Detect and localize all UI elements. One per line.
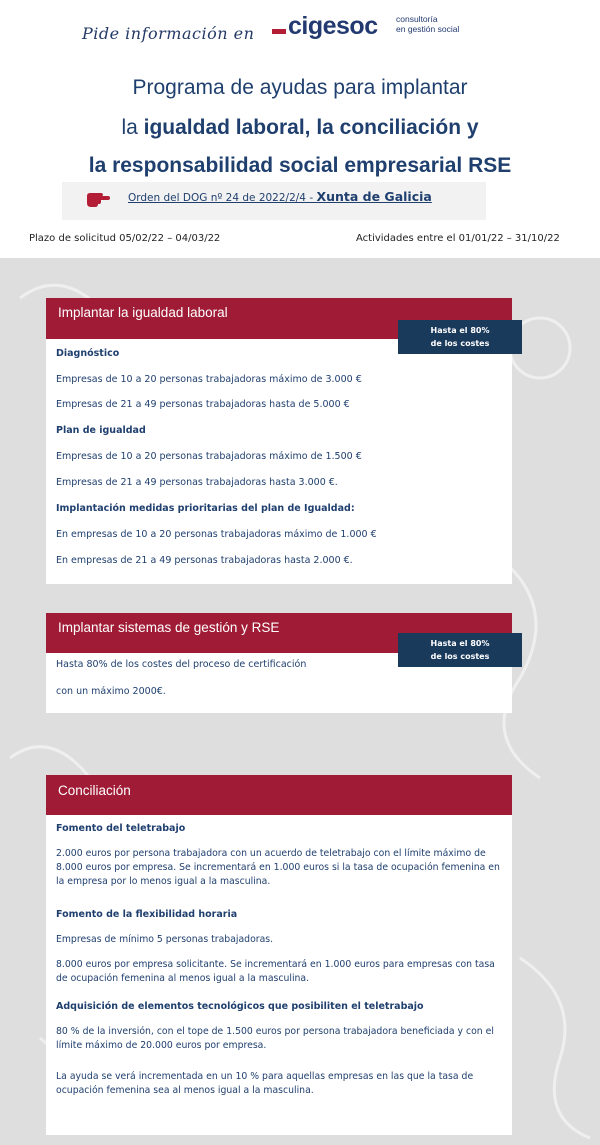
badge-igualdad xyxy=(398,320,522,354)
title-line-1: Programa de ayudas para implantar xyxy=(132,76,468,99)
xunta-link[interactable]: Xunta de Galicia xyxy=(316,189,432,204)
conciliacion-paragraph: 2.000 euros por persona trabajadora con un acuerdo de teletrabajo con el límite máximo de 8.000 euros por empresa. Se incrementará en 1.000 euros si la tasa de ocupación femenina en la empresa por lo menos igual a la masculina. xyxy=(56,848,500,887)
header-area xyxy=(0,0,600,258)
igualdad-diagnostico-heading: Diagnóstico xyxy=(56,348,120,359)
conciliacion-paragraph: La ayuda se verá incrementada en un 10 % para aquellas empresas en las que la tasa de ocupación femenina sea al menos igual a la masculina. xyxy=(56,1071,474,1096)
title-line-2-bold: igualdad laboral, la conciliación y xyxy=(143,116,479,139)
conciliacion-flexibilidad-heading: Fomento de la flexibilidad horaria xyxy=(56,909,238,920)
pide-info-text: Pide información en xyxy=(82,24,255,43)
badge-sistemas-line-2: de los costes xyxy=(430,652,490,661)
igualdad-item: En empresas de 21 a 49 personas trabajadoras hasta 2.000 €. xyxy=(56,555,353,566)
card-conciliacion xyxy=(46,775,512,1135)
card-igualdad xyxy=(46,298,512,584)
igualdad-item: Empresas de 10 a 20 personas trabajadoras máximo de 1.500 € xyxy=(56,451,362,462)
igualdad-implantacion-heading: Implantación medidas prioritarias del plan de Igualdad: xyxy=(56,503,355,514)
igualdad-plan-heading: Plan de igualdad xyxy=(56,425,146,436)
logo-sub-line-2: en gestión social xyxy=(396,24,460,34)
badge-igualdad-line-1: Hasta el 80% xyxy=(430,326,490,335)
background-panel xyxy=(0,258,600,1145)
logo-subtitle xyxy=(396,14,476,34)
logo-name: cigesoc xyxy=(288,12,378,40)
card-sistemas-header: Implantar sistemas de gestión y RSE xyxy=(46,613,512,653)
order-link[interactable] xyxy=(128,189,432,204)
conciliacion-tecnologia-heading: Adquisición de elementos tecnológicos que posibiliten el teletrabajo xyxy=(56,1001,424,1012)
igualdad-item: Empresas de 10 a 20 personas trabajadoras máximo de 3.000 € xyxy=(56,374,362,385)
sistemas-item: Hasta 80% de los costes del proceso de certificación xyxy=(56,659,307,670)
conciliacion-teletrabajo-heading: Fomento del teletrabajo xyxy=(56,823,186,834)
order-text: Orden del DOG nº 24 de 2022/2/4 - xyxy=(128,192,317,204)
title-line-3: la responsabilidad social empresarial RSE xyxy=(88,154,512,177)
logo-dash xyxy=(272,29,286,34)
conciliacion-paragraph: 8.000 euros por empresa solicitante. Se incrementará en 1.000 euros para empresas con tasa de ocupación femenina al menos igual a la masculina. xyxy=(56,959,495,984)
badge-sistemas-line-1: Hasta el 80% xyxy=(430,639,490,648)
card-sistemas-gestion xyxy=(46,613,512,713)
igualdad-item: Empresas de 21 a 49 personas trabajadoras hasta 3.000 €. xyxy=(56,477,338,488)
title-line-2 xyxy=(0,116,600,140)
title-line-2-prefix: la xyxy=(121,116,144,139)
actividades-periodo: Actividades entre el 01/01/22 – 31/10/22 xyxy=(356,233,560,244)
badge-igualdad-line-2: de los costes xyxy=(430,339,490,348)
igualdad-item: En empresas de 10 a 20 personas trabajadoras máximo de 1.000 € xyxy=(56,529,377,540)
sistemas-item: con un máximo 2000€. xyxy=(56,686,166,697)
igualdad-item: Empresas de 21 a 49 personas trabajadoras hasta de 5.000 € xyxy=(56,399,350,410)
pointing-hand-icon xyxy=(86,190,110,208)
card-conciliacion-header: Conciliación xyxy=(46,775,512,815)
conciliacion-paragraph: 80 % de la inversión, con el tope de 1.500 euros por persona trabajadora beneficiada y con el límite máximo de 20.000 euros por empresa. xyxy=(56,1026,494,1051)
conciliacion-paragraph: Empresas de mínimo 5 personas trabajadoras. xyxy=(56,934,274,945)
badge-sistemas xyxy=(398,633,522,667)
order-banner xyxy=(62,182,486,220)
plazo-solicitud: Plazo de solicitud 05/02/22 – 04/03/22 xyxy=(29,233,221,244)
card-igualdad-header: Implantar la igualdad laboral xyxy=(46,298,512,339)
logo-sub-line-1: consultoría xyxy=(396,14,438,24)
